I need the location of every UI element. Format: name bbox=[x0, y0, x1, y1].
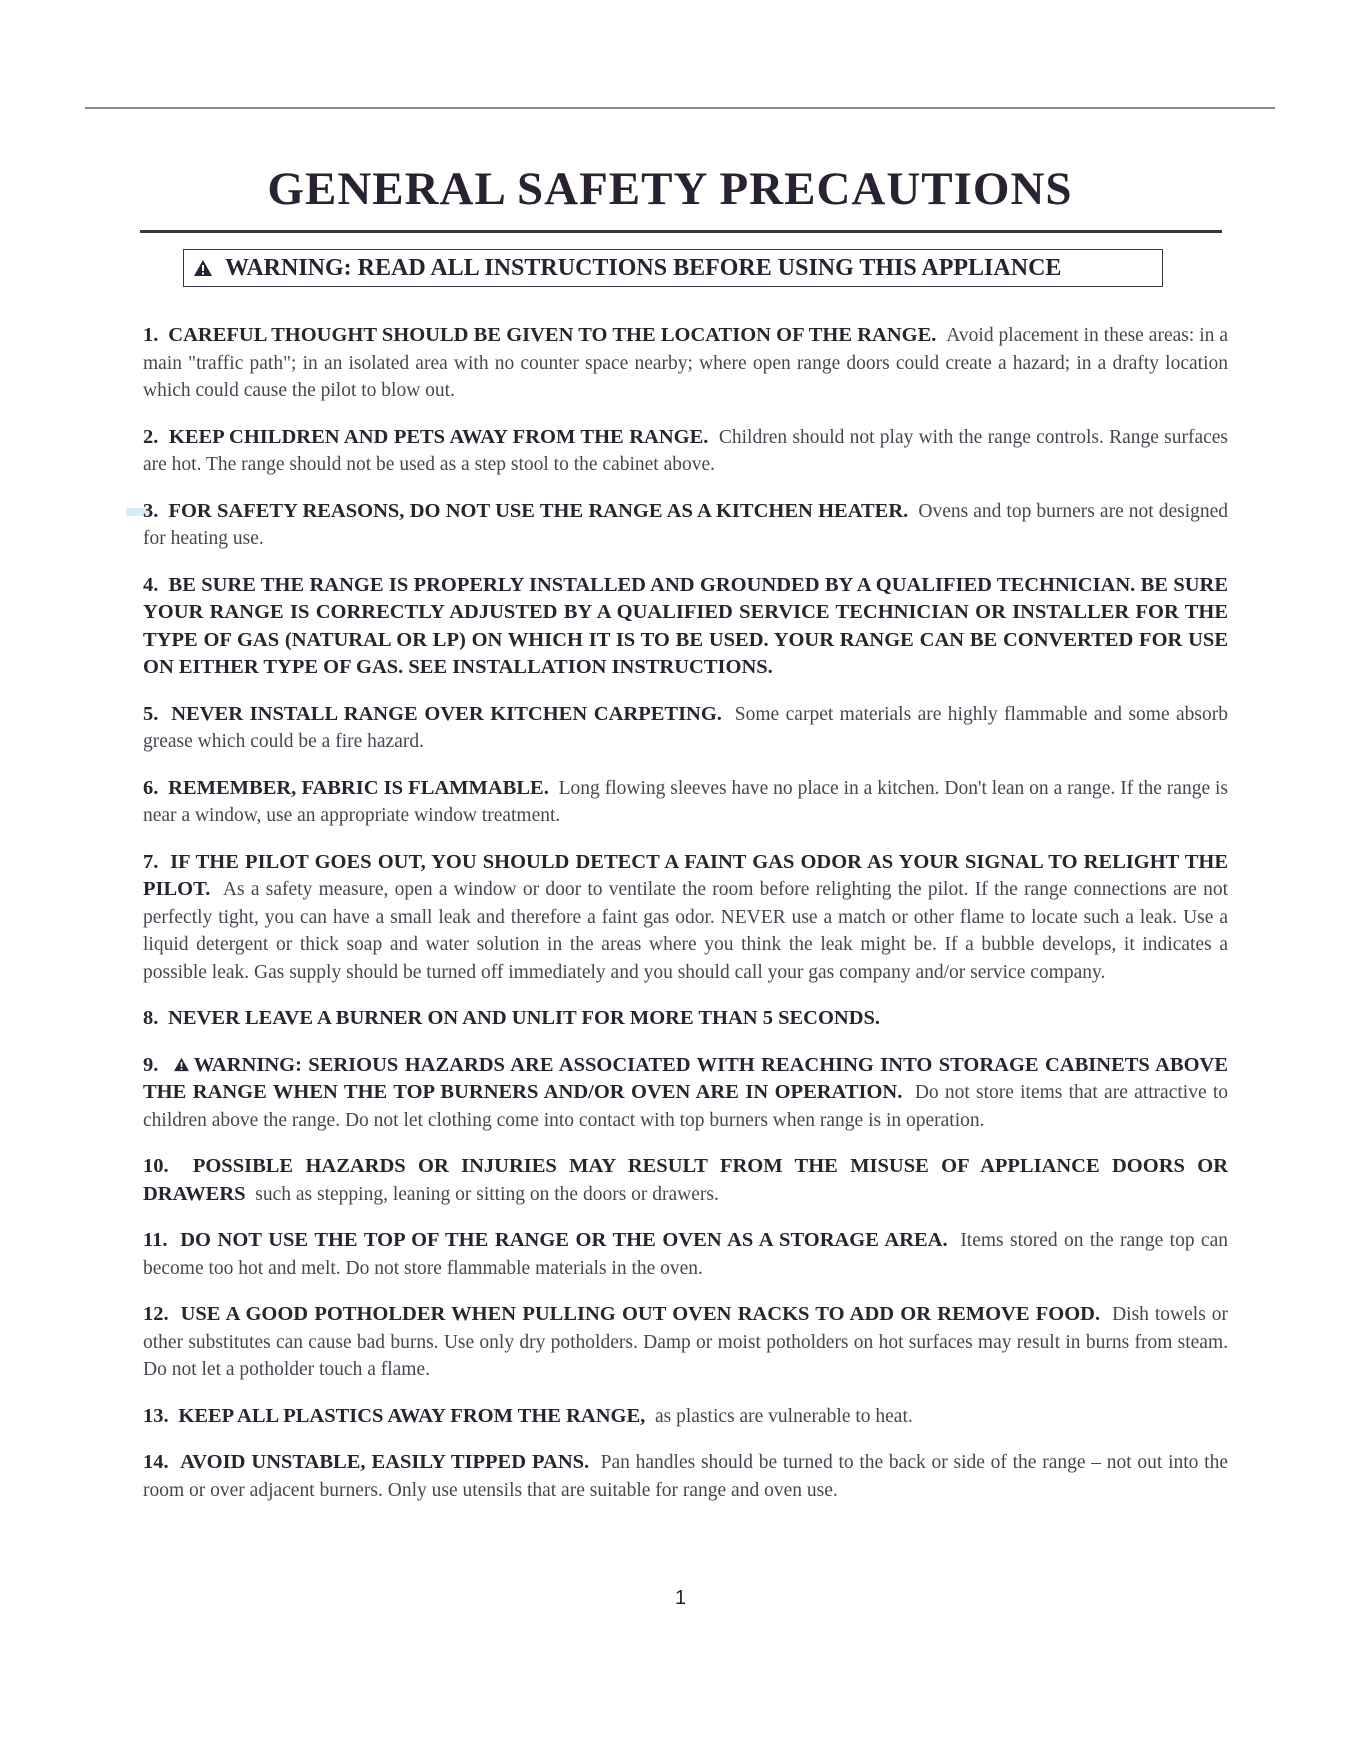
item-heading: KEEP ALL PLASTICS AWAY FROM THE RANGE, bbox=[178, 1404, 646, 1427]
item-body: Dish towels or other substitutes can cause bad burns. Use only dry potholders. Damp or moist potholders on hot surfaces may result in burns from steam. Do not let a potholder touch a flame. bbox=[143, 1304, 1229, 1380]
item-body: Children should not play with the range controls. Range surfaces are hot. The range should not be used as a step stool to the cabinet above. bbox=[143, 426, 1229, 475]
item-body: as plastics are vulnerable to heat. bbox=[655, 1405, 913, 1427]
item-heading: AVOID UNSTABLE, EASILY TIPPED PANS. bbox=[180, 1451, 590, 1473]
item-body: Pan handles should be turned to the back or side of the range – not out into the room or over adjacent burners. Only use utensils that are suitable for range and oven use. bbox=[143, 1452, 1228, 1501]
item-body: Items stored on the range top can become too hot and melt. Do not store flammable materials in the oven. bbox=[143, 1230, 1228, 1279]
item-body: such as stepping, leaning or sitting on the doors or drawers. bbox=[255, 1183, 719, 1205]
item-body: Avoid placement in these areas: in a main "traffic path"; in an isolated area with no counter space nearby; where open range doors could create a hazard; in a drafty location which could cause the pilot to blow out. bbox=[143, 325, 1229, 401]
item-body: Ovens and top burners are not designed for heating use. bbox=[143, 500, 1229, 549]
item-body: As a safety measure, open a window or door to ventilate the room before relighting the pilot. If the range connections are not perfectly tight, you can have a small leak and therefore a faint gas odor. NEVER use a match or other flame to locate such a leak. Use a liquid detergent or thick soap and water solution in the areas where you think the leak might be. If a bubble develops, it indicates a possible leak. Gas supply should be turned off immediately and you should call your gas company and/or service company. bbox=[143, 879, 1229, 983]
precaution-item bbox=[143, 424, 1228, 479]
item-number: 13. bbox=[143, 1404, 169, 1427]
item-number: 2. bbox=[143, 425, 159, 448]
precaution-item bbox=[143, 775, 1228, 830]
item-number: 8. bbox=[143, 1007, 159, 1029]
item-body: Long flowing sleeves have no place in a kitchen. Don't lean on a range. If the range is near a window, use an appropriate window treatment. bbox=[143, 777, 1229, 826]
item-body: Some carpet materials are highly flammable and some absorb grease which could be a fire hazard. bbox=[143, 703, 1229, 752]
precaution-item bbox=[143, 701, 1228, 756]
item-heading: KEEP CHILDREN AND PETS AWAY FROM THE RANGE. bbox=[168, 425, 709, 448]
precaution-item bbox=[143, 1403, 1228, 1431]
item-number: 6. bbox=[143, 776, 159, 799]
title-underline bbox=[140, 230, 1222, 233]
precaution-item bbox=[143, 1052, 1228, 1135]
item-number: 3. bbox=[143, 499, 159, 522]
item-heading: NEVER LEAVE A BURNER ON AND UNLIT FOR MORE THAN 5 SECONDS. bbox=[168, 1007, 881, 1029]
item-number: 11. bbox=[143, 1229, 168, 1251]
item-heading: POSSIBLE HAZARDS OR INJURIES MAY RESULT FROM THE MISUSE OF APPLIANCE DOORS OR DRAWERS bbox=[143, 1155, 1228, 1205]
item-number: 7. bbox=[143, 850, 159, 873]
item-heading: DO NOT USE THE TOP OF THE RANGE OR THE OVEN AS A STORAGE AREA. bbox=[180, 1229, 948, 1251]
item-heading: NEVER INSTALL RANGE OVER KITCHEN CARPETING. bbox=[171, 702, 722, 725]
precaution-item bbox=[143, 1449, 1228, 1504]
page-title: GENERAL SAFETY PRECAUTIONS bbox=[267, 163, 1073, 215]
precaution-item bbox=[143, 1227, 1228, 1282]
warning-banner bbox=[183, 249, 1163, 287]
precaution-item bbox=[143, 1153, 1228, 1208]
item-number: 10. bbox=[143, 1155, 169, 1177]
warning-banner-text: WARNING: READ ALL INSTRUCTIONS BEFORE USING THIS APPLIANCE bbox=[225, 254, 1062, 281]
item-heading: CAREFUL THOUGHT SHOULD BE GIVEN TO THE LOCATION OF THE RANGE. bbox=[168, 324, 937, 346]
item-heading: BE SURE THE RANGE IS PROPERLY INSTALLED AND GROUNDED BY A QUALIFIED TECHNICIAN. BE SURE YOUR RANGE IS CORRECTLY ADJUSTED BY A QUALIFIED SERVICE TECHNICIAN OR INSTALLER FOR THE TYPE OF GAS (NATURAL OR LP) ON WHICH IT IS TO BE USED. YOUR RANGE CAN BE CONVERTED FOR USE ON EITHER TYPE OF GAS. SEE INSTALLATION INSTRUCTIONS. bbox=[143, 573, 1228, 678]
precaution-item bbox=[143, 1301, 1228, 1384]
item-heading: REMEMBER, FABRIC IS FLAMMABLE. bbox=[168, 776, 549, 799]
item-number: 1. bbox=[143, 324, 159, 346]
item-number: 9. bbox=[143, 1053, 159, 1076]
precautions-list bbox=[143, 322, 1228, 1523]
item-number: 14. bbox=[143, 1451, 169, 1473]
item-number: 5. bbox=[143, 702, 159, 725]
item-body: Do not store items that are attractive to children above the range. Do not let clothing come into contact with top burners when range is in operation. bbox=[143, 1082, 1228, 1131]
precaution-item bbox=[143, 572, 1228, 682]
item-heading: FOR SAFETY REASONS, DO NOT USE THE RANGE AS A KITCHEN HEATER. bbox=[168, 499, 909, 522]
warning-triangle-icon bbox=[193, 259, 213, 277]
item-heading: USE A GOOD POTHOLDER WHEN PULLING OUT OVEN RACKS TO ADD OR REMOVE FOOD. bbox=[180, 1303, 1101, 1325]
item-number: 12. bbox=[143, 1303, 169, 1325]
page-number: 1 bbox=[674, 1587, 687, 1609]
top-rule bbox=[85, 107, 1275, 109]
item-heading: IF THE PILOT GOES OUT, YOU SHOULD DETECT A FAINT GAS ODOR AS YOUR SIGNAL TO RELIGHT THE PILOT. bbox=[143, 850, 1229, 900]
precaution-item bbox=[143, 1005, 1228, 1033]
precaution-item bbox=[143, 498, 1228, 553]
warning-triangle-icon bbox=[173, 1057, 190, 1072]
precaution-item bbox=[143, 322, 1228, 405]
item-heading: WARNING: SERIOUS HAZARDS ARE ASSOCIATED WITH REACHING INTO STORAGE CABINETS ABOVE THE RANGE WHEN THE TOP BURNERS AND/OR OVEN ARE IN OPERATION. bbox=[143, 1053, 1228, 1103]
precaution-item bbox=[143, 849, 1228, 987]
item-number: 4. bbox=[143, 573, 159, 596]
